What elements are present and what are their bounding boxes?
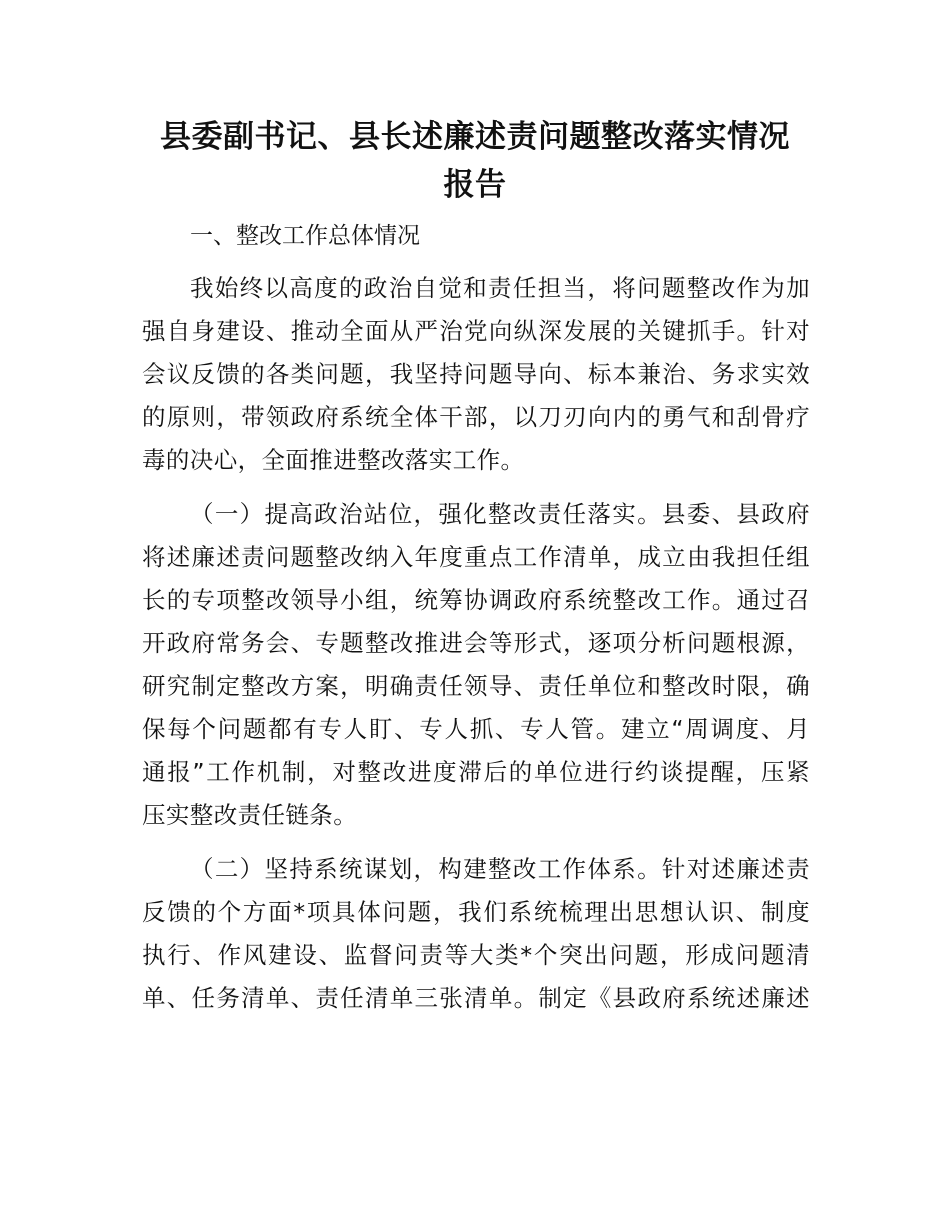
paragraph-1-line: 我始终以高度的政治自觉和责任担当，将问题整改作为加 bbox=[190, 274, 810, 302]
paragraph-2-line: 研究制定整改方案，明确责任领导、责任单位和整改时限，确 bbox=[142, 672, 810, 700]
title-line-1: 县委副书记、县长述廉述责问题整改落实情况 bbox=[160, 119, 790, 155]
paragraph-3-line: 执行、作风建设、监督问责等大类*个突出问题，形成问题清 bbox=[142, 941, 810, 969]
paragraph-2-line: 开政府常务会、专题整改推进会等形式，逐项分析问题根源， bbox=[142, 629, 810, 657]
paragraph-2-line: 将述廉述责问题整改纳入年度重点工作清单，成立由我担任组 bbox=[142, 543, 810, 571]
paragraph-1-line: 强自身建设、推动全面从严治党向纵深发展的关键抓手。针对 bbox=[142, 317, 810, 345]
paragraph-2-line: 通报”工作机制，对整改进度滞后的单位进行约谈提醒，压紧 bbox=[142, 758, 810, 786]
title-line-2: 报告 bbox=[443, 167, 507, 203]
paragraph-2-line: 压实整改责任链条。 bbox=[142, 801, 358, 829]
section-heading: 一、整改工作总体情况 bbox=[190, 223, 420, 249]
paragraph-1-line: 会议反馈的各类问题，我坚持问题导向、标本兼治、务求实效 bbox=[142, 360, 810, 388]
paragraph-1-line: 毒的决心，全面推进整改落实工作。 bbox=[142, 446, 525, 474]
paragraph-2-line: （一）提高政治站位，强化整改责任落实。县委、县政府 bbox=[190, 500, 810, 528]
paragraph-1-line: 的原则，带领政府系统全体干部，以刀刃向内的勇气和刮骨疗 bbox=[142, 403, 810, 431]
paragraph-3-line: 反馈的个方面*项具体问题，我们系统梳理出思想认识、制度 bbox=[142, 898, 810, 926]
paragraph-3-line: 单、任务清单、责任清单三张清单。制定《县政府系统述廉述 bbox=[142, 984, 810, 1012]
paragraph-3-line: （二）坚持系统谋划，构建整改工作体系。针对述廉述责 bbox=[190, 855, 810, 883]
paragraph-2-line: 保每个问题都有专人盯、专人抓、专人管。建立“周调度、月 bbox=[142, 715, 810, 743]
document-title bbox=[120, 113, 830, 209]
paragraph-2-line: 长的专项整改领导小组，统筹协调政府系统整改工作。通过召 bbox=[142, 586, 810, 614]
